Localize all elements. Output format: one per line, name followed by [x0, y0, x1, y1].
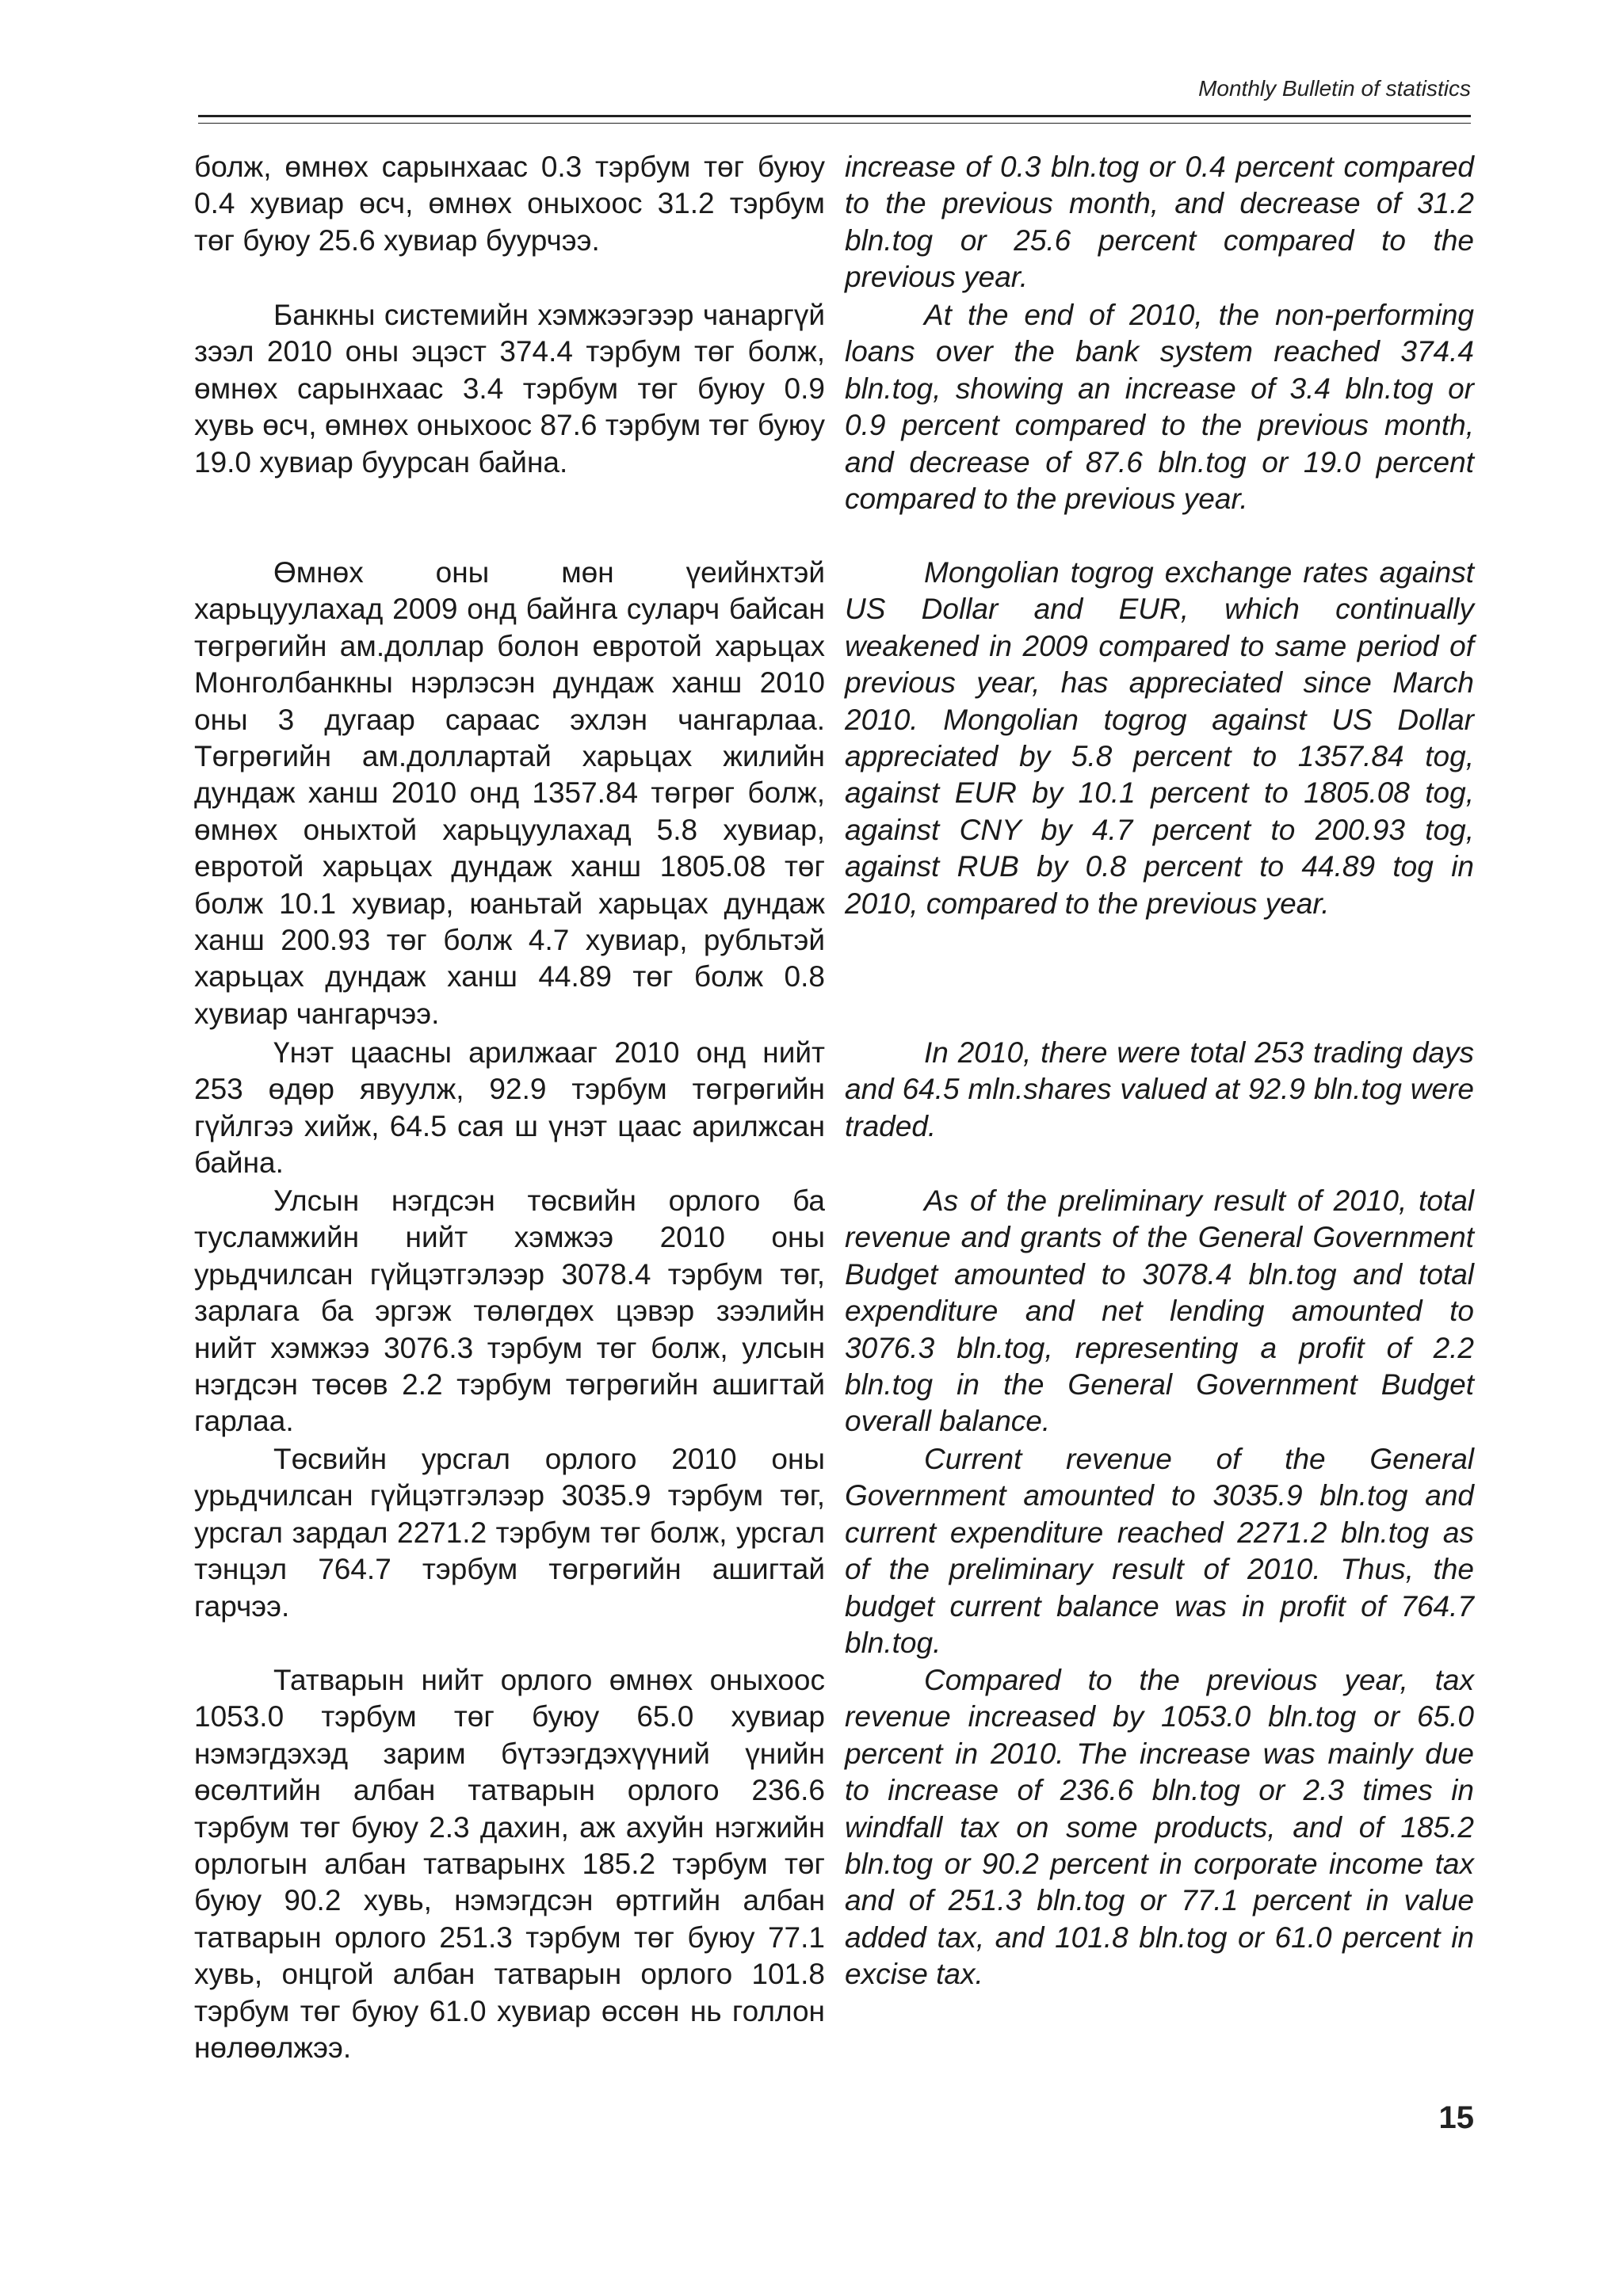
- en-paragraph-7-block: [845, 1662, 1474, 1993]
- running-header: Monthly Bulletin of statistics: [1198, 76, 1471, 101]
- header-rule-thick: [198, 115, 1471, 117]
- mn-paragraph-5: Улсын нэгдсэн төсвийн орлого ба тусламжийн нийт хэмжээ 2010 оны урьдчилсан гүйцэтгэлээр 3078.4 тэрбум төг, зарлага ба эргэж төлөгдөх цэвэр зээлийн нийт хэмжээ 3076.3 тэрбум төг болж, улсын нэгдсэн төсөв 2.2 тэрбум төгрөгийн ашигтай гарлаа.: [194, 1184, 825, 1438]
- mn-paragraph-6-block: [194, 1441, 825, 1625]
- en-paragraph-5: As of the preliminary result of 2010, total revenue and grants of the General Government Budget amounted to 3078.4 bln.tog and total expenditure and net lending amounted to 3076.3 bln.tog, representing a profit of 2.2 bln.tog in the General Government Budget overall balance.: [845, 1184, 1474, 1438]
- en-paragraph-2-block: [845, 297, 1474, 517]
- header-rule-thin: [198, 123, 1471, 124]
- mn-paragraph-2-block: [194, 297, 825, 481]
- page-number: 15: [1438, 2100, 1474, 2135]
- mn-paragraph-3-block: [194, 555, 825, 1032]
- en-paragraph-6-block: [845, 1441, 1474, 1661]
- mn-paragraph-1: болж, өмнөх сарынхаас 0.3 тэрбум төг буюу 0.4 хувиар өсч, өмнөх оныхоос 31.2 тэрбум төг буюу 25.6 хувиар буурчээ.: [194, 151, 825, 257]
- mn-paragraph-1-block: [194, 149, 825, 259]
- mn-paragraph-2: Банкны системийн хэмжээгээр чанаргүй зээл 2010 оны эцэст 374.4 тэрбум төг болж, өмнөх сарынхаас 3.4 тэрбум төг буюу 0.9 хувь өсч, өмнөх оныхоос 87.6 тэрбум төг буюу 19.0 хувиар буурсан байна.: [194, 299, 825, 479]
- en-paragraph-4-block: [845, 1035, 1474, 1145]
- en-paragraph-1: increase of 0.3 bln.tog or 0.4 percent compared to the previous month, and decrease of 31.2 bln.tog or 25.6 percent compared to the previous year.: [845, 151, 1474, 294]
- mn-paragraph-5-block: [194, 1183, 825, 1440]
- en-paragraph-2: At the end of 2010, the non-performing loans over the bank system reached 374.4 bln.tog, showing an increase of 3.4 bln.tog or 0.9 percent compared to the previous month, and decrease of 87.6 bln.tog or 19.0 percent compared to the previous year.: [845, 299, 1474, 516]
- en-paragraph-3: Mongolian togrog exchange rates against US Dollar and EUR, which continually weakened in 2009 compared to same period of previous year, has appreciated since March 2010. Mongolian togrog against US Dollar appreciated by 5.8 percent to 1357.84 tog, against EUR by 10.1 percent to 1805.08 tog, against CNY by 4.7 percent to 200.93 tog, against RUB by 0.8 percent to 44.89 tog in 2010, compared to the previous year.: [845, 556, 1474, 920]
- en-paragraph-1-block: [845, 149, 1474, 296]
- mn-paragraph-7: Татварын нийт орлого өмнөх оныхоос 1053.0 тэрбум төг буюу 65.0 хувиар нэмэгдэхэд зарим бүтээгдэхүүний үнийн өсөлтийн албан татварын орлого 236.6 тэрбум төг буюу 2.3 дахин, аж ахуйн нэгжийн орлогын албан татварынх 185.2 тэрбум төг буюу 90.2 хувь, нэмэгдсэн өртгийн албан татварын орлого 251.3 тэрбум төг буюу 77.1 хувь, онцгой албан татварын орлого 101.8 тэрбум төг буюу 61.0 хувиар өссөн нь голлон нөлөөлжээ.: [194, 1664, 825, 2065]
- en-paragraph-5-block: [845, 1183, 1474, 1440]
- mn-paragraph-4-block: [194, 1035, 825, 1182]
- mn-paragraph-3: Өмнөх оны мөн үеийнхтэй харьцуулахад 2009 онд байнга суларч байсан төгрөгийн ам.доллар болон евротой харьцах Монголбанкны нэрлэсэн дундаж ханш 2010 оны 3 дугаар сараас эхлэн чангарлаа. Төгрөгийн ам.доллартай харьцах жилийн дундаж ханш 2010 онд 1357.84 төгрөг болж, өмнөх оныхтой харьцуулахад 5.8 хувиар, евротой харьцах дундаж ханш 1805.08 төг болж 10.1 хувиар, юаньтай харьцах дундаж ханш 200.93 төг болж 4.7 хувиар, рубльтэй харьцах дундаж ханш 44.89 төг болж 0.8 хувиар чангарчээ.: [194, 556, 825, 1030]
- en-paragraph-4: In 2010, there were total 253 trading days and 64.5 mln.shares valued at 92.9 bln.tog were traded.: [845, 1036, 1474, 1142]
- en-paragraph-3-block: [845, 555, 1474, 922]
- en-paragraph-7: Compared to the previous year, tax revenue increased by 1053.0 bln.tog or 65.0 percent in 2010. The increase was mainly due to increase of 236.6 bln.tog or 2.3 times in windfall tax on some products, and of 185.2 bln.tog or 90.2 percent in corporate income tax and of 251.3 bln.tog or 77.1 percent in value added tax, and 101.8 bln.tog or 61.0 percent in excise tax.: [845, 1664, 1474, 1991]
- mn-paragraph-4: Үнэт цаасны арилжааг 2010 онд нийт 253 өдөр явуулж, 92.9 тэрбум төгрөгийн гүйлгээ хийж, 64.5 сая ш үнэт цаас арилжсан байна.: [194, 1036, 825, 1180]
- en-paragraph-6: Current revenue of the General Government amounted to 3035.9 bln.tog and current expenditure reached 2271.2 bln.tog as of the preliminary result of 2010. Thus, the budget current balance was in profit of 764.7 bln.tog.: [845, 1443, 1474, 1660]
- mn-paragraph-7-block: [194, 1662, 825, 2066]
- mn-paragraph-6: Төсвийн урсгал орлого 2010 оны урьдчилсан гүйцэтгэлээр 3035.9 тэрбум төг, урсгал зардал 2271.2 тэрбум төг болж, урсгал тэнцэл 764.7 тэрбум төгрөгийн ашигтай гарчээ.: [194, 1443, 825, 1623]
